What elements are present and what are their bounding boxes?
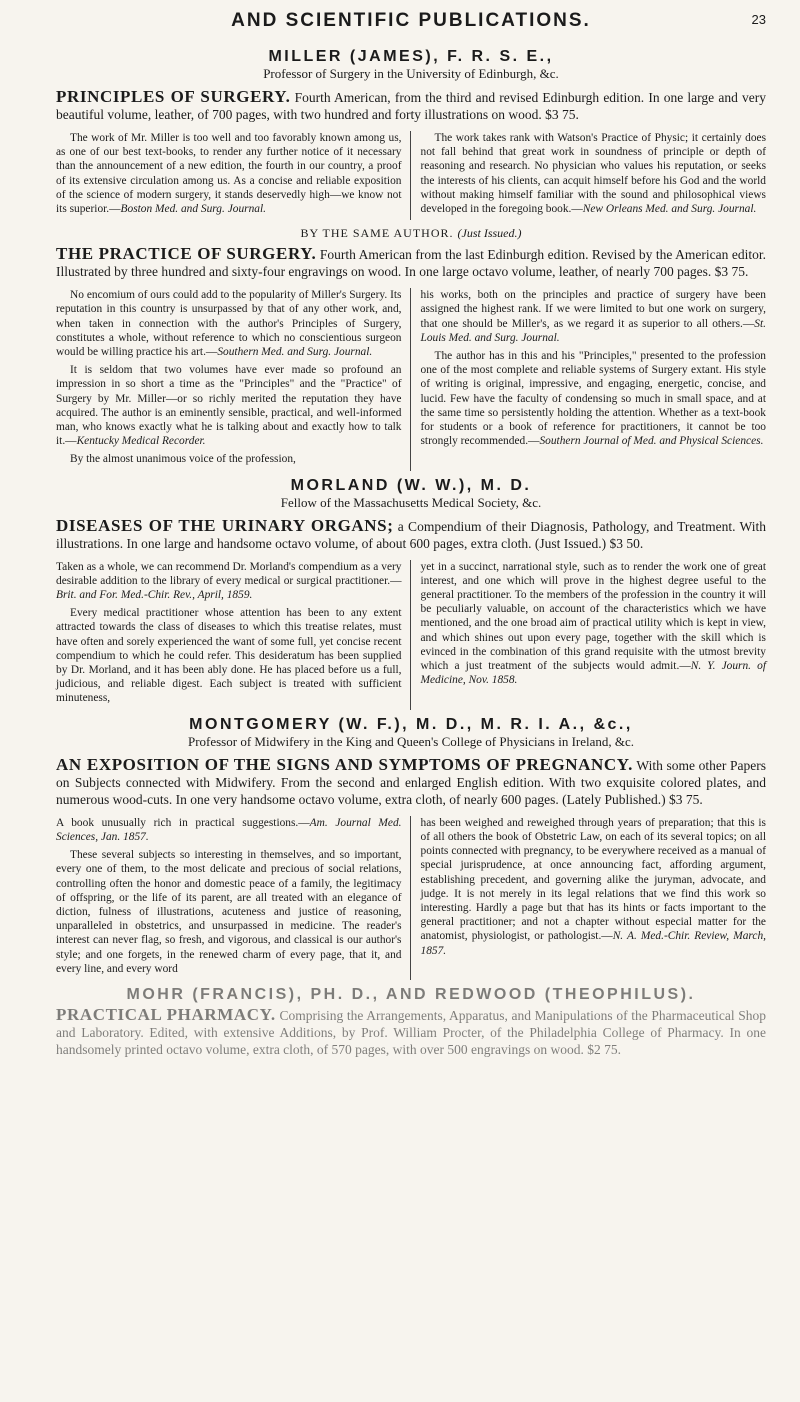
review: Every medical practitioner whose attention has been to any extent attracted towards the class of diseases to which this treatise relates, must have often and sorely experienced the want of some full, yet concise recent compendium to which he could refer. This desideratum has been supplied by Dr. Morland, and it has been ably done. He has placed before us a full, judicious, and reliable digest. Each subject is treated with sufficient minuteness, xyxy=(56,607,402,705)
book-entry xyxy=(56,1006,766,1058)
review-source: N. A. Med.-Chir. Review, March, 1857. xyxy=(420,930,766,957)
author-professorship: Professor of Midwifery in the King and Queen's College of Physicians in Ireland, &c. xyxy=(187,733,635,749)
page-header xyxy=(56,10,766,32)
review: The author has in this and his "Principles," presented to the profession one of the most complete and reliable systems of Surgery extant. His style of writing is original, impressive, and engaging, energetic, concise, and lucid. Few have the faculty of condensing so much in small space, and at the same time so persistently holding the attention. Whether as a text-book for students or a book of reference for practitioners, it cannot be too strongly recommended.—Southern Journal of Med. and Physical Sciences. xyxy=(420,350,766,448)
review: These several subjects so interesting in themselves, and so important, every one of them, to the most delicate and precious of social relations, controlling often the honor and domestic peace of a family, the legitimacy of offspring, or the life of its parent, are all treated with an elegance of diction, fulness of illustrations, acuteness and justice of reasoning, unparalleled in obstetrics, and unsurpassed in medicine. The reader's interest can never flag, so fresh, and vigorous, and classical is our author's style; and one forgets, in the renewed charm of every page, that it, and every line, and every word xyxy=(56,849,402,975)
reviews-left-column xyxy=(56,560,411,710)
review-source: Am. Journal Med. Sciences, Jan. 1857. xyxy=(56,816,402,843)
book-title: THE PRACTICE OF SURGERY. xyxy=(56,244,317,264)
section-miller-practice xyxy=(56,226,766,470)
review-source: Southern Journal of Med. and Physical Sciences. xyxy=(539,435,764,448)
reviews-right-column xyxy=(421,560,767,710)
review-source: Kentucky Medical Recorder. xyxy=(76,435,206,448)
review-source: N. Y. Journ. of Medicine, Nov. 1858. xyxy=(420,660,766,687)
byline-note: (Just Issued.) xyxy=(457,226,522,241)
author-name: MOHR (FRANCIS), PH. D., AND REDWOOD (THEOPHILUS). xyxy=(126,985,696,1003)
book-title: PRINCIPLES OF SURGERY. xyxy=(56,87,291,106)
book-title: PRACTICAL PHARMACY. xyxy=(56,1004,276,1024)
review: his works, both on the principles and practice of surgery have been assigned the highest rank. If we were limited to but one work on surgery, that one should be Miller's, as we regard it as superior to all others.—St. Louis Med. and Surg. Journal. xyxy=(420,289,766,344)
book-entry xyxy=(56,245,766,280)
review-source: Southern Med. and Surg. Journal. xyxy=(217,346,373,359)
page-number: 23 xyxy=(751,12,766,27)
reviews-left-column xyxy=(56,816,411,980)
review: A book unusually rich in practical suggestions.—Am. Journal Med. Sciences, Jan. 1857. xyxy=(56,816,402,843)
reviews xyxy=(56,560,766,710)
section-montgomery xyxy=(56,716,766,980)
review: The work of Mr. Miller is too well and too favorably known among us, as one of our best text-books, to render any further notice of it necessary than the announcement of a new edition, the fourth in our country, a proof of its extensive circulation among us. As a concise and reliable exposition of the science of modern surgery, it stands deservedly high—we know not its superior.—Boston Med. and Surg. Journal. xyxy=(56,132,402,216)
review: No encomium of ours could add to the popularity of Miller's Surgery. Its reputation in this country is unsurpassed by that of any other work, and, when taken in connection with the author's Principles of Surgery, constitutes a whole, without reference to which no conscientious surgeon would be willing practice his art.—Southern Med. and Surg. Journal. xyxy=(56,289,402,359)
review: By the almost unanimous voice of the profession, xyxy=(70,453,296,466)
byline: BY THE SAME AUTHOR. (Just Issued.) xyxy=(300,226,522,241)
section-mohr xyxy=(56,986,766,1058)
book-description: Fourth American from the last Edinburgh edition. Revised by the American editor. Illustrated by three hundred and sixty-four engravings on wood. In one large octavo volume, leather, of nearly 700 pages. $3 75. xyxy=(56,247,766,280)
review-source: Brit. and For. Med.-Chir. Rev., April, 1859. xyxy=(56,589,253,602)
review: The work takes rank with Watson's Practice of Physic; it certainly does not fall behind that great work in soundness of principle or depth of reasoning and research. No physician who values his reputation, or seeks the interests of his clients, can acquit himself before his God and the world without making himself familiar with the sound and philosophical views developed in the foregoing book.—New Orleans Med. and Surg. Journal. xyxy=(420,132,766,216)
section-morland xyxy=(56,477,766,710)
book-description: a Compendium of their Diagnosis, Pathology, and Treatment. With illustrations. In one large and handsome octavo volume, of about 600 pages, extra cloth. (Just Issued.) $3 50. xyxy=(56,518,767,551)
review: Taken as a whole, we can recommend Dr. Morland's compendium as a very desirable addition to the library of every medical or surgical practitioner.—Brit. and For. Med.-Chir. Rev., April, 1859. xyxy=(56,560,402,602)
running-title: AND SCIENTIFIC PUBLICATIONS. xyxy=(231,10,591,31)
book-entry xyxy=(56,756,766,808)
review-source: New Orleans Med. and Surg. Journal. xyxy=(582,203,757,216)
reviews-right-column xyxy=(421,288,767,470)
book-description: Comprising the Arrangements, Apparatus, and Manipulations of the Pharmaceutical Shop and Laboratory. Edited, with extensive Additions, by Prof. William Procter, of the Philadelphia College of Pharmacy. In one handsomely printed octavo volume, extra cloth, of 570 pages, with over 500 engravings on wood. $2 75. xyxy=(56,1007,766,1057)
book-description: Fourth American, from the third and revised Edinburgh edition. In one large and very beautiful volume, leather, of 700 pages, with two hundred and forty illustrations on wood. $3 75. xyxy=(56,90,766,122)
reviews xyxy=(56,288,766,470)
reviews-right-column xyxy=(421,816,767,980)
review: It is seldom that two volumes have ever made so profound an impression in so short a time as the "Principles" and the "Practice" of Surgery by Mr. Miller—or so richly merited the reputation they have acquired. The author is an eminently sensible, practical, and well-informed man, who knows exactly what he is talking about and exactly how to talk it.—Kentucky Medical Recorder. xyxy=(56,364,402,448)
review-source: Boston Med. and Surg. Journal. xyxy=(120,203,266,216)
reviews xyxy=(56,816,766,980)
book-entry xyxy=(56,517,766,552)
reviews-left-column xyxy=(56,288,411,470)
reviews xyxy=(56,131,766,220)
book-description: With some other Papers on Subjects connected with Midwifery. From the second and enlarged English edition. With two exquisite colored plates, and numerous wood-cuts. In one very handsome octavo volume, extra cloth, of nearly 600 pages. (Lately Published.) $3 75. xyxy=(56,757,766,807)
book-title: AN EXPOSITION OF THE SIGNS AND SYMPTOMS OF PREGNANCY. xyxy=(56,754,633,774)
author-professorship: Professor of Surgery in the University of Edinburgh, &c. xyxy=(263,66,559,81)
reviews-right-column xyxy=(421,131,767,220)
section-miller-principles xyxy=(56,48,766,220)
reviews-left-column xyxy=(56,131,411,220)
author-name: MORLAND (W. W.), M. D. xyxy=(290,476,532,494)
review: yet in a succinct, narrational style, such as to render the work one of great interest, and one which will prove in the highest degree useful to the general practitioner. To the members of the profession in the country it will be peculiarly valuable, on account of the characteristics which we have mentioned, and the one broad aim of practical utility which is kept in view, and which shines out upon every page, together with the skill which is evinced in the combination of this grand requisite with the utmost brevity which a just treatment of the subjects would admit.—N. Y. Journ. of Medicine, Nov. 1858. xyxy=(420,560,766,687)
page xyxy=(56,10,766,1066)
author-name: MONTGOMERY (W. F.), M. D., M. R. I. A., &c., xyxy=(189,715,633,733)
review-source: St. Louis Med. and Surg. Journal. xyxy=(420,317,766,344)
book-entry xyxy=(56,88,766,123)
review: has been weighed and reweighed through years of preparation; that this is of all others the book of Obstetric Law, on each of its several topics; on all points connected with pregnancy, to be everywhere received as a manual of special jurisprudence, at once announcing fact, affording argument, establishing precedent, and governing alike the juryman, advocate, and judge. It is not merely in its legal relations that we find this work so interesting. Hardly a page but that has its hints or facts important to the general practitioner; and not a chapter without especial matter for the anatomist, physiologist, or pathologist.—N. A. Med.-Chir. Review, March, 1857. xyxy=(420,816,766,957)
author-professorship: Fellow of the Massachusetts Medical Society, &c. xyxy=(280,494,542,510)
book-title: DISEASES OF THE URINARY ORGANS; xyxy=(56,515,394,535)
author-name: MILLER (JAMES), F. R. S. E., xyxy=(268,48,554,65)
